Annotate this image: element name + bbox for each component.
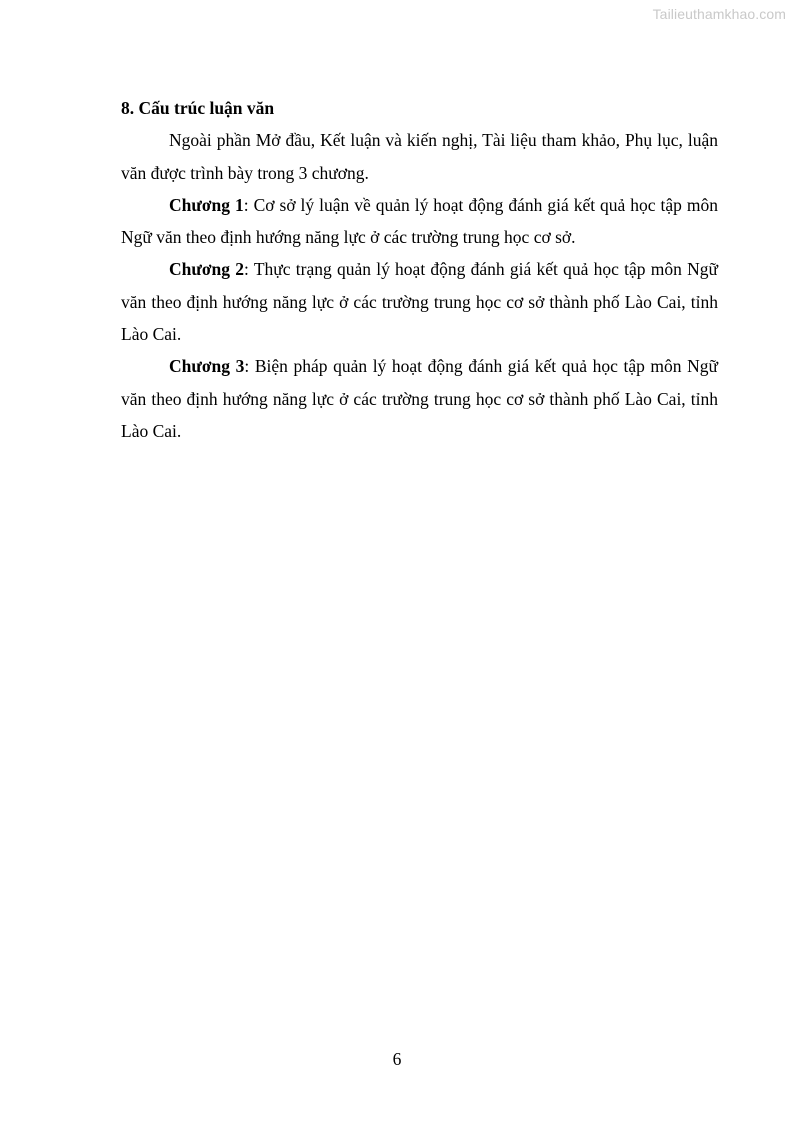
watermark-text: Tailieuthamkhao.com — [652, 6, 786, 22]
chapter-3-text: : Biện pháp quản lý hoạt động đánh giá kết quả học tập môn Ngữ văn theo định hướng năng lực ở các trường trung học cơ sở thành phố Lào Cai, tỉnh Lào Cai. — [121, 356, 718, 441]
intro-paragraph: Ngoài phần Mở đầu, Kết luận và kiến nghị, Tài liệu tham khảo, Phụ lục, luận văn được trình bày trong 3 chương. — [121, 130, 718, 183]
chapter-1-paragraph — [121, 189, 718, 254]
section-heading: 8. Cấu trúc luận văn — [121, 98, 275, 118]
chapter-3-label: Chương 3 — [169, 356, 245, 377]
page-number: 6 — [392, 1049, 402, 1069]
chapter-1-text: : Cơ sở lý luận về quản lý hoạt động đánh giá kết quả học tập môn Ngữ văn theo định hướng năng lực ở các trường trung học cơ sở. — [121, 194, 718, 248]
chapter-2-paragraph — [121, 253, 718, 350]
chapter-2-label: Chương 2 — [169, 259, 245, 280]
chapter-3-paragraph — [121, 350, 718, 447]
chapter-1-label: Chương 1 — [169, 194, 244, 215]
document-body — [121, 92, 718, 447]
chapter-2-text: : Thực trạng quản lý hoạt động đánh giá kết quả học tập môn Ngữ văn theo định hướng năng lực ở các trường trung học cơ sở thành phố Lào Cai, tỉnh Lào Cai. — [121, 259, 719, 345]
